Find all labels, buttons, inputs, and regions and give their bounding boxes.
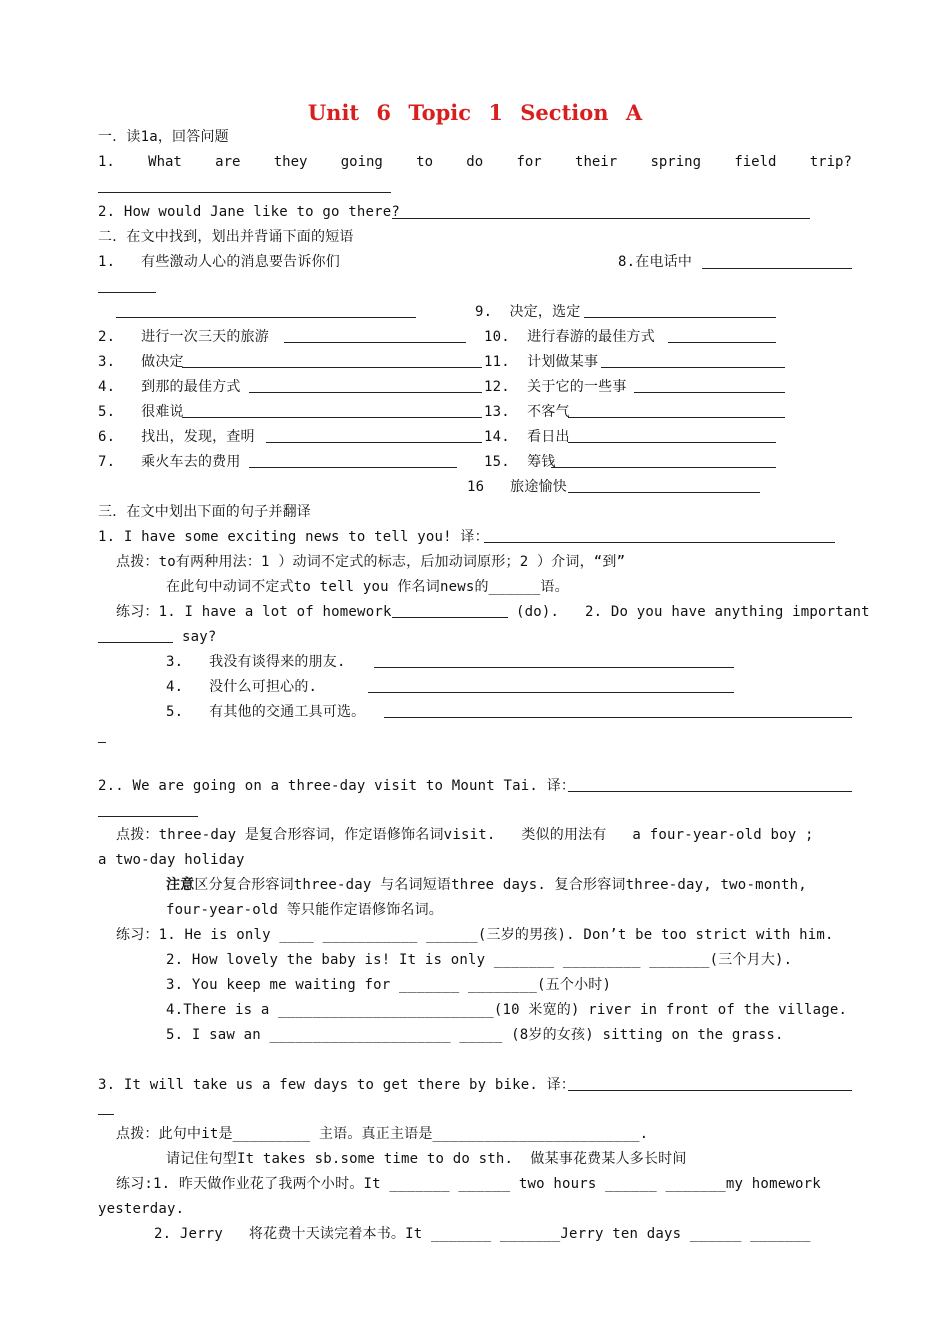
exercise-2-1: 练习：1. He is only ____ ___________ ______(三岁的男孩). Don’t be too strict with him. [116,927,834,943]
q-word: for [516,154,542,170]
answer-blank[interactable] [249,392,482,393]
q-word: are [215,154,241,170]
exercise-1-3: 3. 我没有谈得来的朋友. [166,654,346,670]
answer-blank[interactable] [484,542,835,543]
q-word: What [148,154,182,170]
answer-blank[interactable] [384,717,852,718]
exercise-1-2-end: say? [182,629,217,645]
answer-blank[interactable] [568,791,852,792]
q-word: field [734,154,777,170]
phrase-2: 2. 进行一次三天的旅游 [98,329,269,345]
phrase-7: 7. 乘火车去的费用 [98,454,241,470]
phrase-3: 3. 做决定 [98,354,184,370]
q-word: trip? [809,154,852,170]
phrase-8: 8.在电话中 [618,254,693,270]
answer-blank[interactable] [374,667,734,668]
question-1-2: 2. How would Jane like to go there? [98,204,401,220]
exercise-1-4: 4. 没什么可担心的. [166,679,318,695]
phrase-13: 13. 不客气 [484,404,570,420]
answer-blank[interactable] [392,218,810,219]
q-word: going [340,154,383,170]
answer-blank[interactable] [368,692,734,693]
exercise-1-1: 练习：1. I have a lot of homework [116,604,392,620]
answer-blank[interactable] [568,1090,852,1091]
answer-blank[interactable] [392,617,508,618]
q-word: to [416,154,434,170]
answer-blank[interactable] [116,317,416,318]
answer-blank[interactable] [98,192,391,193]
exercise-3-1-cont: yesterday. [98,1201,185,1217]
sentence-3: 3. It will take us a few days to get there by bike. 译： [98,1077,576,1093]
answer-blank[interactable] [634,392,785,393]
q-word: 1. [98,154,115,170]
note-2 [166,875,807,895]
exercise-2-5: 5. I saw an _____________________ _____ (8岁的女孩) sitting on the grass. [166,1027,784,1043]
tip-3-pattern: 请记住句型It takes sb.some time to do sth. 做某事花费某人多长时间 [166,1151,687,1167]
exercise-1-2: (do). 2. Do you have anything important [516,604,870,620]
tip-2-cont: a two-day holiday [98,852,245,868]
note-label: 注意 [166,877,195,893]
answer-blank[interactable] [182,367,482,368]
answer-blank[interactable] [98,816,198,817]
phrase-14: 14. 看日出 [484,429,570,445]
sentence-1: 1. I have some exciting news to tell you! 译： [98,529,489,545]
section-1-heading: 一．读1a，回答问题 [98,129,229,145]
note-text: 区分复合形容词three-day 与名词短语three days. 复合形容词three-day, two-month, [194,877,807,893]
answer-blank[interactable] [98,642,173,643]
phrase-16: 16 旅途愉快 [467,479,567,495]
phrase-10: 10. 进行春游的最佳方式 [484,329,655,345]
exercise-3-1: 练习:1. 昨天做作业花了我两个小时。It _______ ______ two hours ______ _______my homework [116,1176,821,1192]
phrase-12: 12. 关于它的一些事 [484,379,627,395]
page-title: Unit 6 Topic 1 Section A [307,100,643,125]
section-2-heading: 二．在文中找到，划出并背诵下面的短语 [98,229,354,245]
phrase-6: 6. 找出，发现，查明 [98,429,255,445]
phrase-5: 5. 很难说 [98,404,184,420]
q-word: spring [650,154,702,170]
exercise-2-3: 3. You keep me waiting for _______ ________(五个小时) [166,977,612,993]
answer-blank[interactable] [668,342,776,343]
exercise-3-2: 2. Jerry 将花费十天读完着本书。It _______ _______Jerry ten days ______ _______ [154,1226,811,1242]
question-1-1 [98,152,852,172]
answer-blank[interactable] [584,317,776,318]
exercise-2-4: 4.There is a _________________________(10 米宽的) river in front of the village. [166,1002,848,1018]
phrase-11: 11. 计划做某事 [484,354,599,370]
answer-blank[interactable] [568,417,785,418]
answer-blank[interactable] [182,417,482,418]
phrase-15: 15. 筹钱 [484,454,556,470]
tip-1-detail: 在此句中动词不定式to tell you 作名词news的______语。 [166,579,569,595]
answer-blank[interactable] [284,342,466,343]
tip-3: 点拨：此句中it是_________ 主语。真正主语是________________________. [116,1126,649,1142]
answer-blank[interactable] [568,492,760,493]
phrase-9: 9. 决定，选定 [475,304,581,320]
q-word: they [273,154,308,170]
sentence-2: 2.. We are going on a three-day visit to Mount Tai. 译： [98,778,576,794]
answer-blank[interactable] [266,442,482,443]
exercise-2-2: 2. How lovely the baby is! It is only _______ _________ _______(三个月大). [166,952,793,968]
exercise-1-5: 5. 有其他的交通工具可选。 [166,704,366,720]
section-3-heading: 三．在文中划出下面的句子并翻译 [98,504,311,520]
phrase-4: 4. 到那的最佳方式 [98,379,241,395]
phrase-1: 1. 有些激动人心的消息要告诉你们 [98,254,340,270]
q-word: do [466,154,484,170]
answer-blank[interactable] [98,292,156,293]
answer-blank[interactable] [249,467,457,468]
answer-blank[interactable] [702,268,852,269]
answer-blank[interactable] [98,1114,114,1115]
note-2-cont: four-year-old 等只能作定语修饰名词。 [166,902,444,918]
answer-blank[interactable] [601,367,785,368]
q-word: their [575,154,618,170]
answer-blank[interactable] [551,467,776,468]
tip-2: 点拨：three-day 是复合形容词，作定语修饰名词visit. 类似的用法有 a four-year-old boy ; [116,827,814,843]
answer-blank[interactable] [568,442,776,443]
tip-1: 点拨：to有两种用法：1 ）动词不定式的标志，后加动词原形；2 ）介词，“到” [116,554,626,570]
answer-blank[interactable] [98,742,106,743]
